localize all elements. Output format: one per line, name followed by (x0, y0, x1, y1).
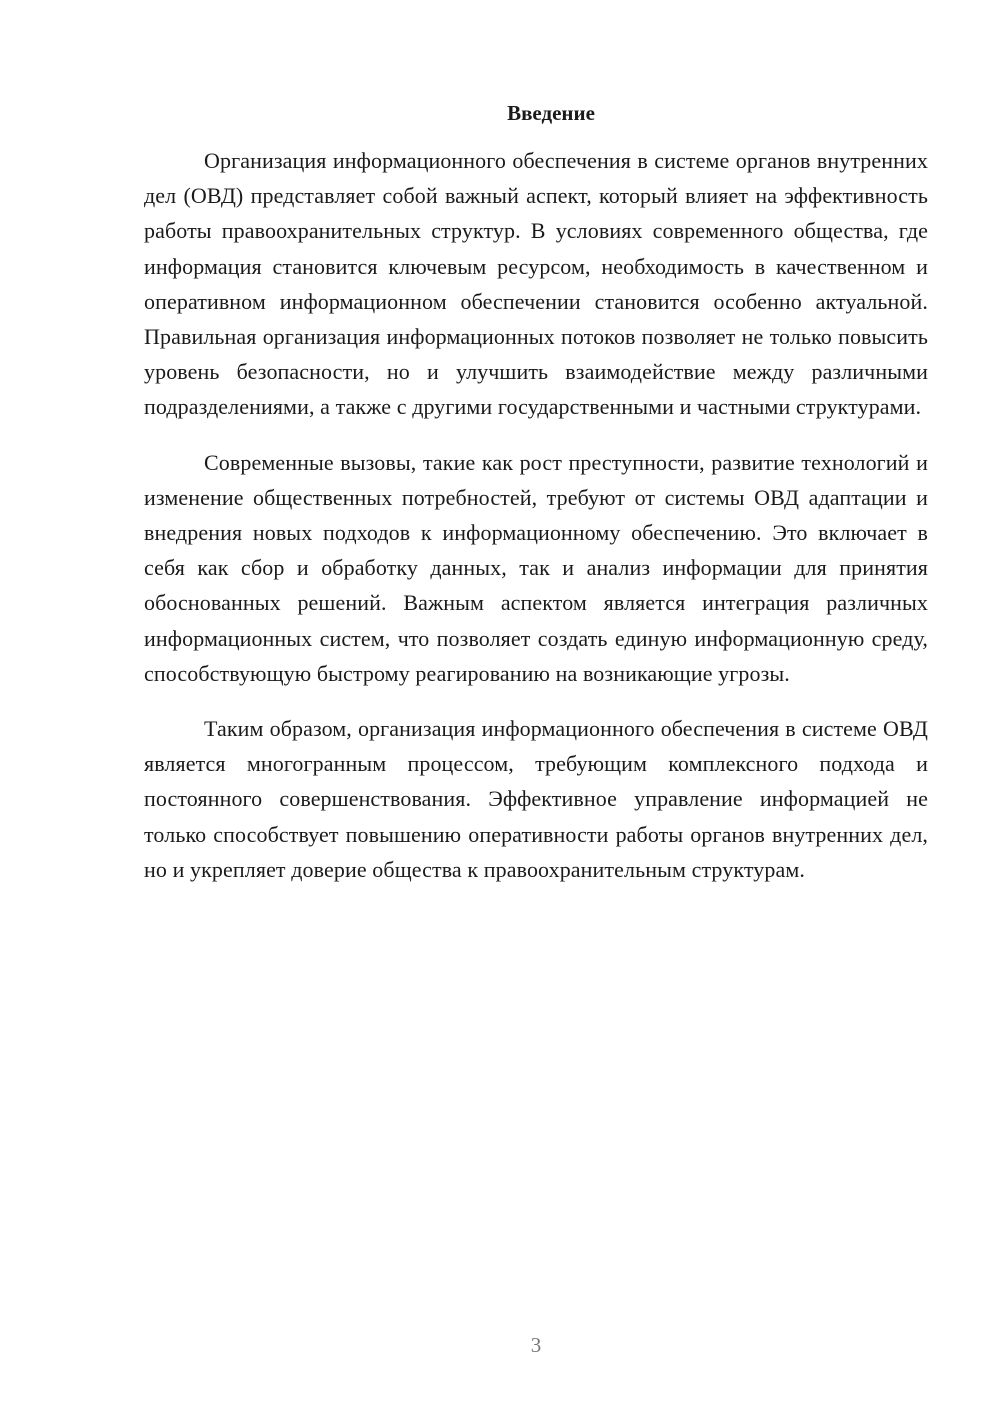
page-content (144, 96, 928, 887)
paragraph-2: Современные вызовы, такие как рост преступности, развитие технологий и изменение общественных потребностей, требуют от системы ОВД адаптации и внедрения новых подходов к информационному обеспечению. Это включает в себя как сбор и обработку данных, так и анализ информации для принятия обоснованных решений. Важным аспектом является интеграция различных информационных систем, что позволяет создать единую информационную среду, способствующую быстрому реагированию на возникающие угрозы. (144, 449, 928, 686)
paragraph-1: Организация информационного обеспечения в системе органов внутренних дел (ОВД) представляет собой важный аспект, который влияет на эффективность работы правоохранительных структур. В условиях современного общества, где информация становится ключевым ресурсом, необходимость в качественном и оперативном информационном обеспечении становится особенно актуальной. Правильная организация информационных потоков позволяет не только повысить уровень безопасности, но и улучшить взаимодействие между различными подразделениями, а также с другими государственными и частными структурами. (144, 148, 928, 420)
page-number: 3 (530, 1333, 542, 1357)
section-heading: Введение (507, 101, 595, 125)
paragraph-3: Таким образом, организация информационного обеспечения в системе ОВД является многогранным процессом, требующим комплексного подхода и постоянного совершенствования. Эффективное управление информацией не только способствует повышению оперативности работы органов внутренних дел, но и укрепляет доверие общества к правоохранительным структурам. (144, 716, 928, 882)
